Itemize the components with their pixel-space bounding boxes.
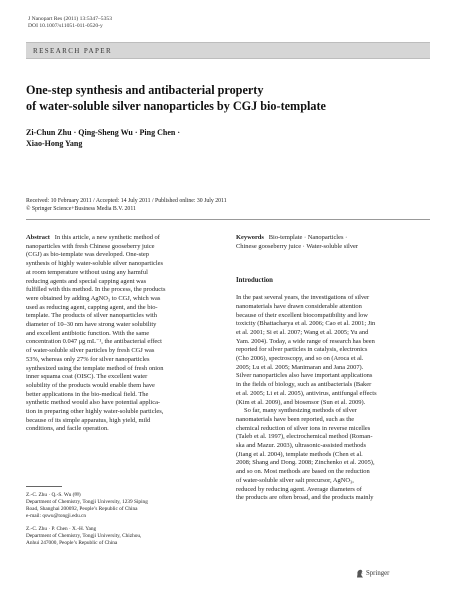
abstract-line: tion in preparing other highly water-soluble particles, <box>26 408 164 416</box>
abstract-line: were obtained by adding AgNO₃ to CGJ, which was <box>26 294 161 302</box>
abstract-line: and excellent antibiotic function. With the same <box>26 329 150 337</box>
introduction-heading: Introduction <box>236 277 273 285</box>
footnote-line: Z.-C. Zhu · Q.-S. Wu (✉) <box>26 492 81 498</box>
intro-line: and so on. Most methods are based on the reduction <box>236 468 370 476</box>
paper-title <box>26 82 430 114</box>
intro-line: nanomaterials have been reported, such as the <box>236 415 355 423</box>
keywords-label: Keywords <box>236 234 264 241</box>
article-type-label: RESEARCH PAPER <box>33 46 113 55</box>
dates-line: Received: 10 February 2011 / Accepted: 14 July 2011 / Published online: 30 July 2011 <box>26 198 227 204</box>
intro-line: toxicity (Bhattacharya et al. 2006; Cao et al. 2001; Jin <box>236 320 376 328</box>
abstract-line: reducing agents and special capping agent was <box>26 277 147 285</box>
keywords-line: Chinese gooseberry juice · Water-soluble silver <box>236 242 359 250</box>
intro-line: nanomaterials have drawn considerable attention <box>236 302 362 310</box>
title-line-2: of water-soluble silver nanoparticles by CGJ bio-template <box>26 99 326 113</box>
intro-line: reduced by reducing agent. Average diameters of <box>236 485 362 493</box>
footnote-line: Road, Shanghai 200092, People’s Republic of China <box>26 506 138 512</box>
publication-dates <box>26 197 227 213</box>
intro-line: Silver nanoparticles also have important applications <box>236 372 373 380</box>
intro-line: of water-soluble silver salt precursor, AgNO₃, <box>236 476 354 484</box>
intro-line: Yam. 2004). Today, a wide range of research has been <box>236 337 375 345</box>
footnote-line: e-mail: qswu@tongji.edu.cn <box>26 513 87 519</box>
abstract-line: template. The products of silver nanoparticles with <box>26 312 157 320</box>
abstract-label: Abstract <box>26 234 50 241</box>
intro-line: In the past several years, the investigations of silver <box>236 294 370 302</box>
intro-line: (Jiang et al. 2004), template methods (Chen et al. <box>236 450 363 458</box>
abstract-line: (CGJ) as bio-template was developed. One-step <box>26 251 149 259</box>
intro-line: chemical reduction of silver ions in reverse micelles <box>236 424 371 432</box>
springer-knight-icon <box>356 569 364 578</box>
abstract-line: of water-soluble silver particles by fresh CGJ was <box>26 347 155 355</box>
abstract-line: synthetic method would also have potential applica- <box>26 399 161 407</box>
author-list <box>26 127 430 149</box>
intro-line: 2005; Lu et al. 2005; Manimaran and Jana 2007). <box>236 363 364 371</box>
abstract-line: concentration 0.047 μg mL⁻¹, the antibacterial effect <box>26 338 162 346</box>
abstract-line: fulfilled with this method. In the process, the products <box>26 286 166 294</box>
abstract-line: at room temperature without using any harmful <box>26 268 148 276</box>
intro-line: because of their excellent biocompatibility and low <box>236 311 368 319</box>
abstract-line: 53%, whereas only 27% for silver nanoparticles <box>26 355 150 363</box>
publisher-name: Springer <box>366 570 390 577</box>
abstract-line: synthesized using the template method of fresh onion <box>26 364 164 372</box>
abstract-line: conditions, and facile operation. <box>26 425 109 433</box>
intro-line: (Cho 2006), spectroscopy, and so on (Aroca et al. <box>236 355 364 363</box>
authors-line-2: Xiao-Hong Yang <box>26 139 83 148</box>
publisher-mark <box>356 569 389 578</box>
left-column <box>26 234 221 434</box>
intro-line: et al. 2005; Li et al. 2005), antivirus, antifungal effects <box>236 389 377 397</box>
authors-line-1: Zi-Chun Zhu · Qing-Sheng Wu · Ping Chen · <box>26 128 180 137</box>
abstract-line: synthesis of highly water-soluble silver nanoparticles <box>26 260 163 268</box>
intro-line: (Taleb et al. 1997), electrochemical method (Roman- <box>236 433 373 441</box>
footnote-line: Department of Chemistry, Tongji University, Chizhou, <box>26 533 142 539</box>
title-line-1: One-step synthesis and antibacterial property <box>26 83 264 97</box>
intro-line: So far, many synthesizing methods of silver <box>244 407 357 415</box>
footnote-line: Department of Chemistry, Tongji University, 1239 Siping <box>26 499 148 505</box>
abstract-line: solubility of the products would enable them have <box>26 381 155 389</box>
affiliation-footnotes <box>26 492 221 547</box>
footnote-divider <box>26 486 62 487</box>
article-type-banner <box>26 42 430 59</box>
footnote-line: Anhui 247000, People’s Republic of China <box>26 540 118 546</box>
doi: DOI 10.1007/s11051-011-0520-y <box>28 23 103 29</box>
intro-line: reported for silver particles in catalysis, electronics <box>236 346 368 354</box>
running-header <box>28 16 112 30</box>
right-column <box>236 234 431 503</box>
header-divider <box>26 219 430 220</box>
abstract-line: nanoparticles with fresh Chinese gooseberry juice <box>26 242 155 250</box>
copyright-line: © Springer Science+Business Media B.V. 2011 <box>26 206 136 212</box>
intro-line: in the fields of biology, such as antibacterials (Baker <box>236 381 372 389</box>
intro-line: 2008; Shang and Dong. 2008; Zinchenko et al. 2005), <box>236 459 375 467</box>
abstract-line: because of its simple apparatus, high yield, mild <box>26 416 151 424</box>
abstract-line: better applications in the bio-medical field. The <box>26 390 149 398</box>
intro-line: (Kim et al. 2009), and biosensor (Sun et al. 2009). <box>236 398 366 406</box>
footnote-line: Z.-C. Zhu · P. Chen · X.-H. Yang <box>26 526 97 532</box>
intro-line: the products are often broad, and the products mainly <box>236 494 374 502</box>
abstract-line: used as reducing agent, capping agent, and the bio- <box>26 303 158 311</box>
intro-line: ska and Mazur. 2003), ultrasonic-assisted methods <box>236 442 366 450</box>
journal-citation: J Nanopart Res (2011) 13:5347–5353 <box>28 16 112 22</box>
abstract-line: Abstract In this article, a new synthetic method of <box>26 234 160 241</box>
keywords-line: Keywords Bio-template · Nanoparticles · <box>236 234 348 241</box>
abstract-line: inner squama coat (OISC). The excellent water <box>26 373 148 381</box>
abstract-line: diameter of 10–30 nm have strong water solubility <box>26 321 157 329</box>
intro-line: et al. 2001; Si et al. 2007; Wang et al. 2005; Yu and <box>236 328 369 336</box>
